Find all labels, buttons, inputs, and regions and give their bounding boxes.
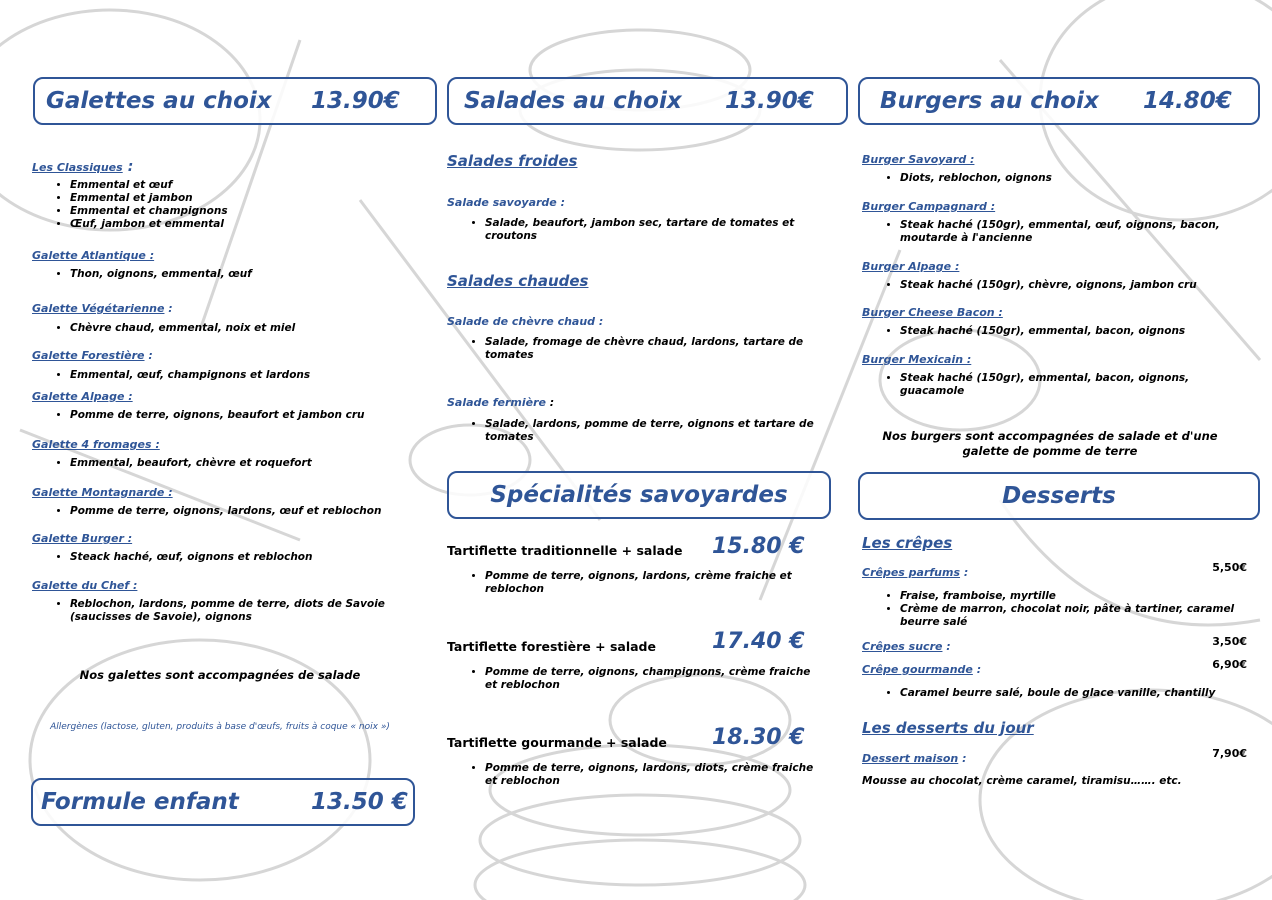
- list-item: • Emmental et champignons: [70, 205, 432, 218]
- list-item: • Emmental et œuf: [70, 179, 432, 192]
- formule-enfant-box: [31, 778, 415, 826]
- burgers-price: 14.80€: [1143, 88, 1232, 114]
- list-item: • Emmental et jambon: [70, 192, 432, 205]
- burger-alpage: Burger Alpage : • Steak haché (150gr), chèvre, oignons, jambon cru: [862, 260, 1242, 292]
- specialites-header-box: [447, 471, 831, 519]
- list-item: • Œuf, jambon et emmental: [70, 218, 432, 231]
- salades-title: Salades au choix: [464, 88, 682, 114]
- crepes-sucre: Crêpes sucre : 3,50€: [862, 635, 1247, 653]
- classiques-label: Les Classiques: [32, 161, 123, 174]
- desserts-title: Desserts: [1002, 483, 1116, 509]
- galette-alpage: Galette Alpage : • Pomme de terre, oignons, beaufort et jambon cru: [32, 390, 432, 422]
- galettes-classiques: Les Classiques : • Emmental et œuf • Emmental et jambon • Emmental et champignons • Œuf, jambon et emmental: [32, 156, 432, 231]
- burger-campagnard: Burger Campagnard : • Steak haché (150gr), emmental, œuf, oignons, bacon, moutarde à l'ancienne: [862, 200, 1242, 245]
- crepe-gourmande: Crêpe gourmande : 6,90€ • Caramel beurre salé, boule de glace vanille, chantilly: [862, 658, 1247, 700]
- crepes-parfums: Crêpes parfums : 5,50€ • Fraise, framboise, myrtille • Crème de marron, chocolat noir, pâte à tartiner, caramel beurre salé: [862, 561, 1247, 629]
- allergenes-note: Allergènes (lactose, gluten, produits à base d'œufs, fruits à coque « noix »): [50, 722, 390, 732]
- specialite-item: Tartiflette gourmande + salade 18.30 € • Pomme de terre, oignons, lardons, diots, crème fraiche et reblochon: [447, 725, 827, 805]
- galette-atlantique: Galette Atlantique : • Thon, oignons, emmental, œuf: [32, 249, 432, 281]
- galettes-title: Galettes au choix: [46, 88, 272, 114]
- galette-vegetarienne: Galette Végétarienne : • Chèvre chaud, emmental, noix et miel: [32, 297, 432, 335]
- specialite-item: Tartiflette traditionnelle + salade 15.80 € • Pomme de terre, oignons, lardons, crème fraiche et reblochon: [447, 534, 827, 614]
- dessert-maison: Dessert maison : 7,90€ Mousse au chocolat, crème caramel, tiramisu……. etc.: [862, 747, 1247, 787]
- crepes-title: Les crêpes: [862, 534, 953, 552]
- specialite-item: Tartiflette forestière + salade 17.40 € • Pomme de terre, oignons, champignons, crème fraiche et reblochon: [447, 629, 827, 709]
- galette-du-chef: Galette du Chef : • Reblochon, lardons, pomme de terre, diots de Savoie (saucisses de Savoie), oignons: [32, 579, 392, 624]
- salade-chevre-chaud: Salade de chèvre chaud : • Salade, fromage de chèvre chaud, lardons, tartare de tomates: [447, 315, 827, 362]
- galettes-note: Nos galettes sont accompagnées de salade: [79, 668, 361, 682]
- burgers-header-box: [858, 77, 1260, 125]
- galette-forestiere: Galette Forestière : • Emmental, œuf, champignons et lardons: [32, 344, 432, 382]
- galette-4-fromages: Galette 4 fromages : • Emmental, beaufort, chèvre et roquefort: [32, 438, 432, 470]
- salades-froides-title: Salades froides: [447, 152, 578, 170]
- salade-savoyarde: Salade savoyarde : • Salade, beaufort, jambon sec, tartare de tomates et croutons: [447, 196, 827, 243]
- galettes-header-box: [33, 77, 437, 125]
- burger-savoyard: Burger Savoyard : • Diots, reblochon, oignons: [862, 153, 1242, 185]
- desserts-jour-title: Les desserts du jour: [862, 719, 1034, 737]
- galette-montagnarde: Galette Montagnarde : • Pomme de terre, oignons, lardons, œuf et reblochon: [32, 486, 432, 518]
- burgers-note: Nos burgers sont accompagnées de salade et d'une galette de pomme de terre: [882, 429, 1218, 458]
- burgers-title: Burgers au choix: [880, 88, 1099, 114]
- formule-price: 13.50 €: [311, 789, 408, 815]
- specialites-title: Spécialités savoyardes: [490, 482, 788, 508]
- salades-chaudes-title: Salades chaudes: [447, 272, 589, 290]
- desserts-header-box: [858, 472, 1260, 520]
- salades-header-box: [447, 77, 848, 125]
- salade-fermiere: Salade fermière : • Salade, lardons, pomme de terre, oignons et tartare de tomates: [447, 391, 827, 444]
- formule-title: Formule enfant: [41, 789, 239, 815]
- salades-price: 13.90€: [725, 88, 814, 114]
- burger-mexicain: Burger Mexicain : • Steak haché (150gr), emmental, bacon, oignons, guacamole: [862, 353, 1202, 398]
- burger-cheese-bacon: Burger Cheese Bacon : • Steak haché (150gr), emmental, bacon, oignons: [862, 306, 1242, 338]
- galettes-price: 13.90€: [311, 88, 400, 114]
- galette-burger: Galette Burger : • Steack haché, œuf, oignons et reblochon: [32, 532, 432, 564]
